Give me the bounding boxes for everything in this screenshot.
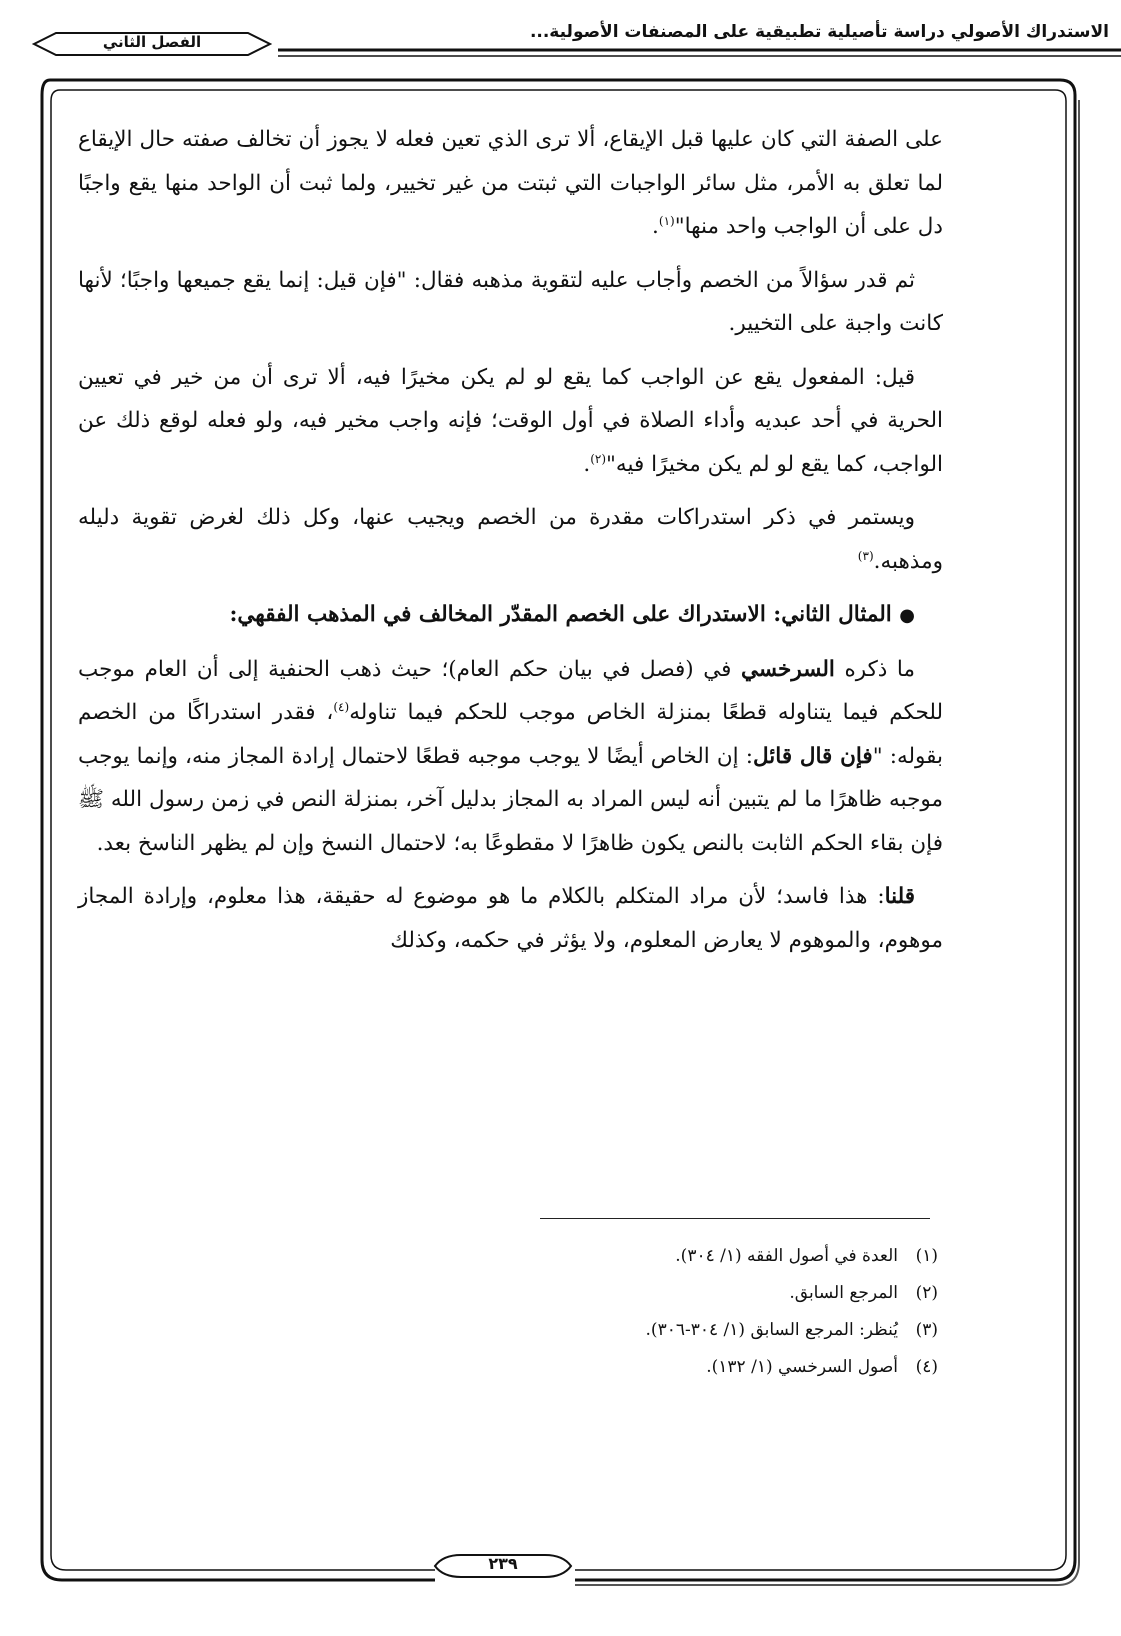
footnote-text: العدة في أصول الفقه (١/ ٣٠٤). xyxy=(675,1246,898,1266)
footnote-3 xyxy=(120,1312,938,1349)
chapter-label: الفصل الثاني xyxy=(102,33,202,51)
paragraph-2: ثم قدر سؤالاً من الخصم وأجاب عليه لتقوية مذهبه فقال: "فإن قيل: إنما يقع جميعها واجبًا؛ لأنها كانت واجبة على التخيير. xyxy=(78,267,943,336)
page-header xyxy=(0,0,1121,62)
paragraph-5-part-b: في (فصل في بيان حكم العام)؛ حيث ذهب الحنفية إلى أن العام موجب للحكم فيما يتناوله قطعًا بمنزلة الخاص موجب للحكم فيما تناوله xyxy=(78,656,943,725)
footnote-ref-1: (١) xyxy=(658,213,675,228)
footnote-number: (٢) xyxy=(915,1283,938,1303)
footnote-number: (٣) xyxy=(915,1320,938,1340)
paragraph-5-part-d: : إن الخاص أيضًا لا يوجب موجبه قطعًا لاحتمال إرادة المجاز منه، وإنما يوجب موجبه ظاهرًا ما لم يتبين أنه ليس المراد به المجاز بدليل آخر، بمنزلة النص في زمن رسول الله ﷺ فإن بقاء الحكم الثابت بالنص يكون ظاهرًا لا مقطوعًا به؛ لاحتمال النسخ وإن لم يظهر الناسخ بعد. xyxy=(78,743,943,856)
footnote-ref-3: (٣) xyxy=(857,548,874,563)
paragraph-6 xyxy=(78,875,943,962)
paragraph-1-text: على الصفة التي كان عليها قبل الإيقاع، ألا ترى الذي تعين فعله لا يجوز أن تخالف صفته حال الإيقاع لما تعلق به الأمر، مثل سائر الواجبات التي ثبتت من غير تخيير، ولما ثبت أن الواحد منها يقع واجبًا دل على أن الواجب واحد منها" xyxy=(78,127,943,239)
footnote-ref-4: (٤) xyxy=(333,699,350,714)
paragraph-1-end: . xyxy=(652,214,659,239)
footnote-number: (٤) xyxy=(915,1357,938,1377)
objection-phrase: فإن قال قائل xyxy=(753,743,873,769)
paragraph-3-text: قيل: المفعول يقع عن الواجب كما يقع لو لم يكن مخيرًا فيه، ألا ترى أن من خير في تعيين الحرية في أحد عبديه وأداء الصلاة في أول الوقت؛ فإنه واجب مخير فيه، ولو فعله لوقع ذلك عن الواجب، كما يقع لو لم يكن مخيرًا فيه" xyxy=(78,364,943,477)
footnote-2 xyxy=(120,1275,938,1312)
footnote-text: يُنظر: المرجع السابق (١/ ٣٠٤-٣٠٦). xyxy=(645,1320,898,1340)
example-heading xyxy=(78,593,943,638)
paragraph-4-text: ويستمر في ذكر استدراكات مقدرة من الخصم ويجيب عنها، وكل ذلك لغرض تقوية دليله ومذهبه. xyxy=(78,505,943,574)
footnote-ref-2: (٢) xyxy=(590,451,607,466)
running-book-title: الاستدراك الأصولي دراسة تأصيلية تطبيقية على المصنفات الأصولية... xyxy=(529,22,1109,42)
footnotes xyxy=(120,1238,938,1386)
paragraph-4 xyxy=(78,496,943,583)
bullet-icon: ● xyxy=(899,605,915,626)
example-title: المثال الثاني: الاستدراك على الخصم المقدّر المخالف في المذهب الفقهي: xyxy=(229,602,892,627)
reply-phrase: قلنا xyxy=(884,884,915,909)
paragraph-5-part-a: ما ذكره xyxy=(834,656,915,682)
paragraph-5 xyxy=(78,648,943,866)
footnote-number: (١) xyxy=(915,1246,938,1266)
footnote-text: المرجع السابق. xyxy=(789,1283,898,1303)
main-text xyxy=(78,118,943,972)
footnote-text: أصول السرخسي (١/ ١٣٢). xyxy=(706,1357,898,1377)
paragraph-3-end: . xyxy=(583,451,591,477)
footnote-4 xyxy=(120,1349,938,1386)
paragraph-5-part-c: ، فقدر استدراكًا من الخصم بقوله: " xyxy=(78,700,943,769)
page-number: ٢٣٩ xyxy=(488,1554,518,1573)
chapter-tab xyxy=(32,30,272,58)
author-name: السرخسي xyxy=(740,656,835,682)
footnote-1 xyxy=(120,1238,938,1275)
page-number-badge xyxy=(433,1552,573,1580)
paragraph-6-text: : هذا فاسد؛ لأن مراد المتكلم بالكلام ما هو موضوع له حقيقة، هذا معلوم، وإرادة المجاز موهوم، والموهوم لا يعارض المعلوم، ولا يؤثر في حكمه، وكذلك xyxy=(78,884,943,953)
paragraph-3 xyxy=(78,356,943,487)
footnote-separator xyxy=(540,1218,930,1219)
paragraph-1 xyxy=(78,118,943,249)
